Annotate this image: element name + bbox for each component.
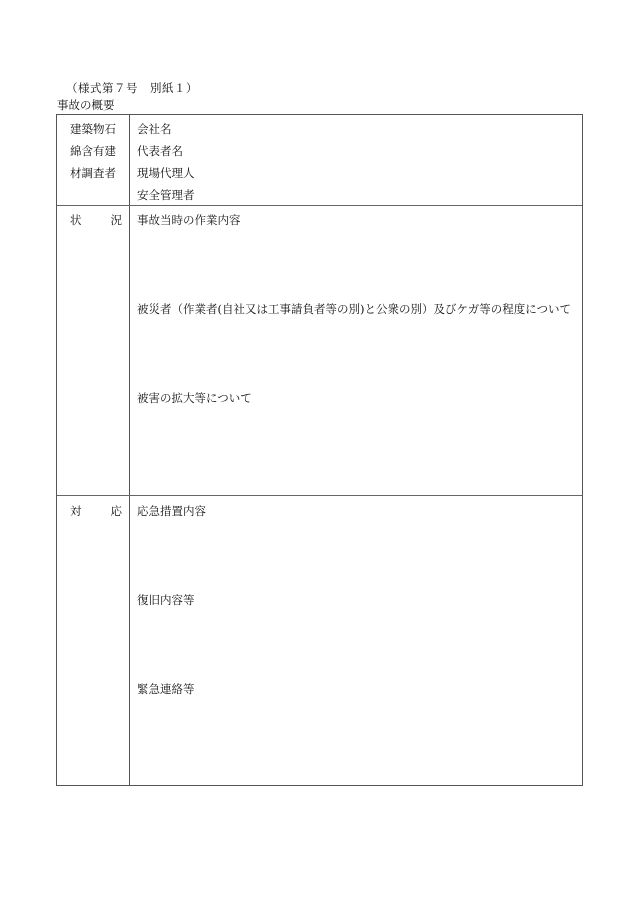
- response-label-char-2: 応: [110, 504, 122, 518]
- row-divider-1: [57, 205, 582, 206]
- victim-and-injury-degree: 被災者（作業者(自社又は工事請負者等の別)と公衆の別）及びケガ等の程度について: [137, 302, 572, 316]
- response-label-char-1: 対: [70, 504, 82, 518]
- response-label: [70, 504, 122, 518]
- damage-expansion: 被害の拡大等について: [137, 391, 252, 405]
- investigator-label-line-1: 建築物石: [70, 122, 116, 136]
- situation-label-char-1: 状: [70, 213, 82, 227]
- emergency-contact: 緊急連絡等: [137, 682, 195, 696]
- situation-label: [70, 213, 122, 227]
- company-name-label: 会社名: [137, 122, 172, 136]
- form-number: （様式第７号 別紙１）: [66, 81, 198, 95]
- representative-name-label: 代表者名: [137, 144, 183, 158]
- emergency-measures: 応急措置内容: [137, 504, 206, 518]
- accident-summary-table: [56, 114, 583, 786]
- situation-label-char-2: 況: [110, 213, 122, 227]
- investigator-label-line-2: 綿含有建: [70, 144, 116, 158]
- column-divider: [129, 115, 130, 785]
- row-divider-2: [57, 495, 582, 496]
- form-title: 事故の概要: [57, 98, 115, 112]
- restoration-content: 復旧内容等: [137, 593, 195, 607]
- investigator-label-line-3: 材調査者: [70, 166, 116, 180]
- site-agent-label: 現場代理人: [137, 166, 195, 180]
- safety-manager-label: 安全管理者: [137, 188, 195, 202]
- work-content-at-accident: 事故当時の作業内容: [137, 213, 241, 227]
